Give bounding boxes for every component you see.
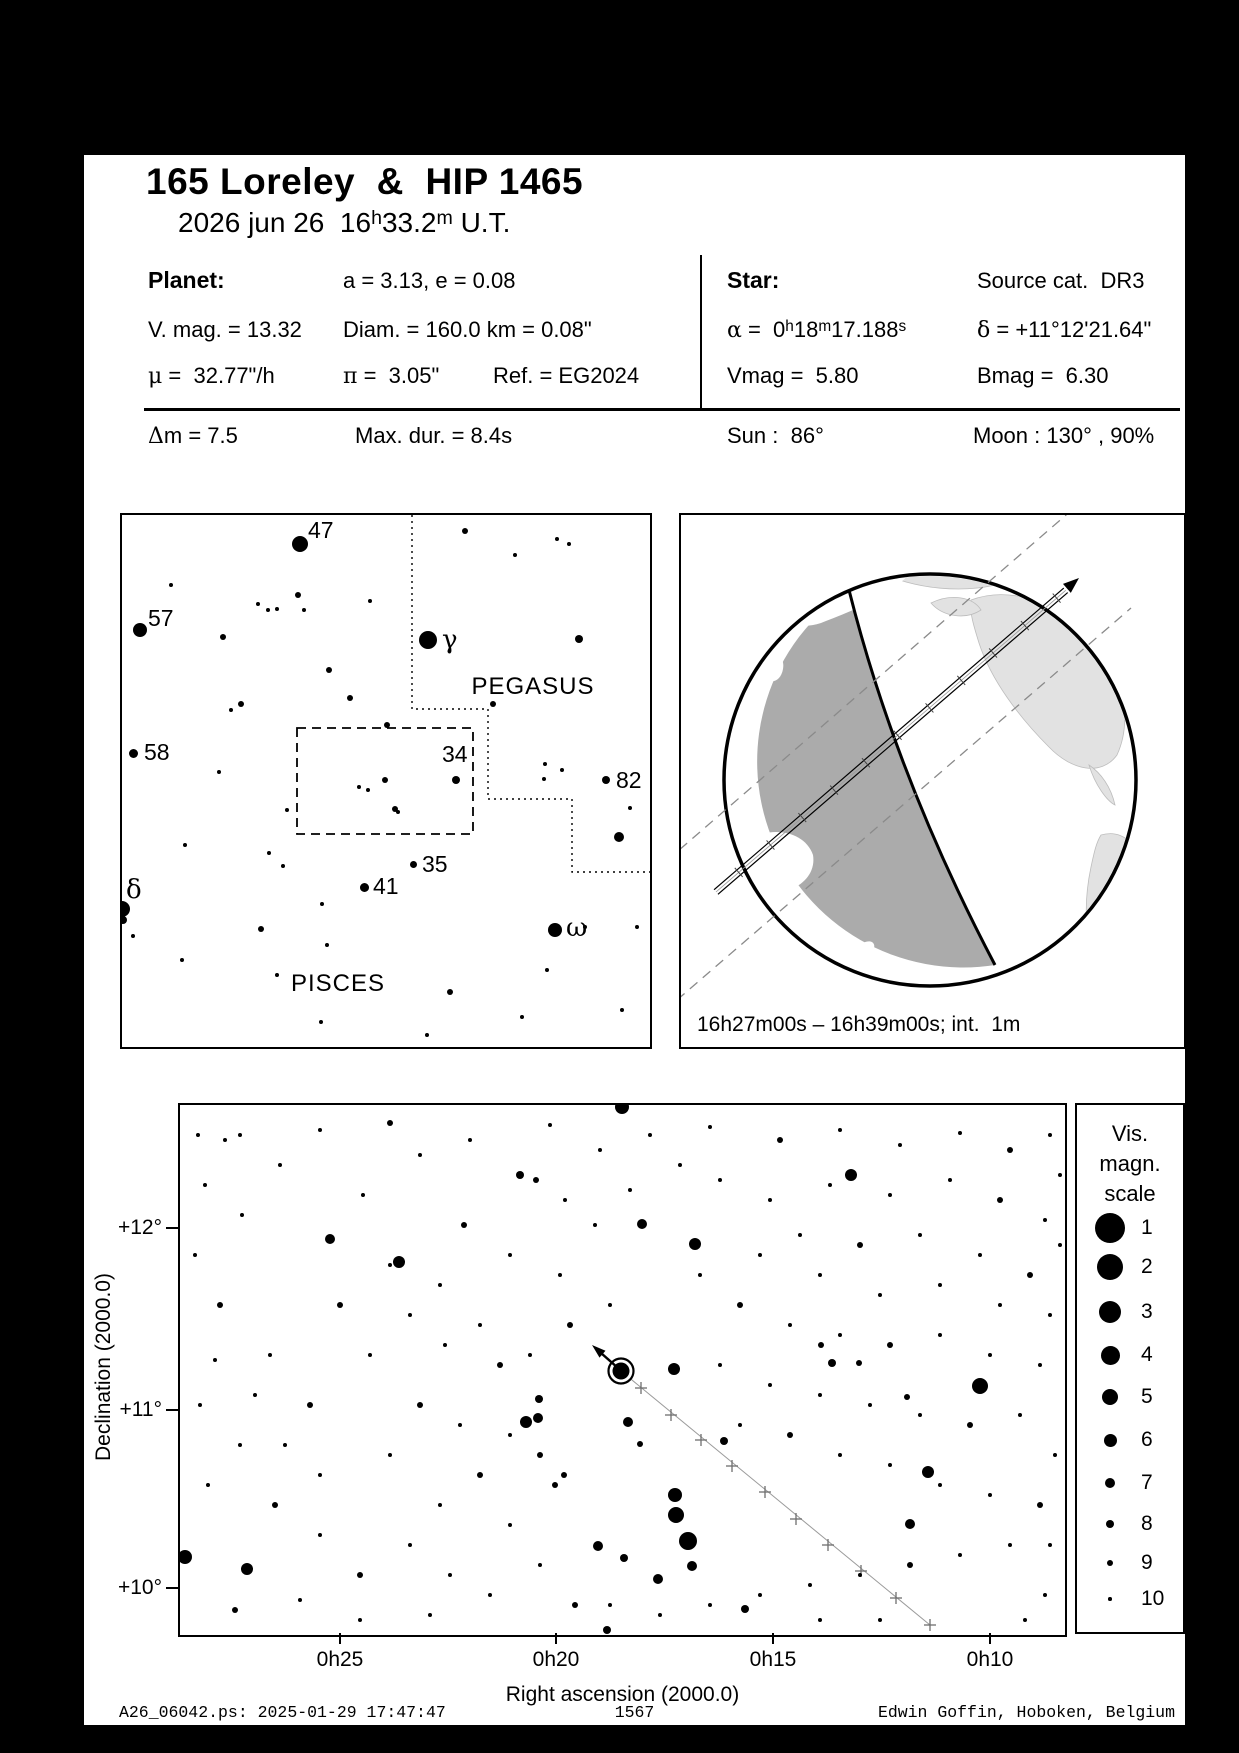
field-star [878, 1293, 882, 1297]
table-rule [144, 408, 1180, 411]
field-star [1043, 1593, 1047, 1597]
field-star [283, 1443, 287, 1447]
field-star [738, 1423, 742, 1427]
field-star [628, 1188, 632, 1192]
faint-star [275, 607, 279, 611]
page-title: 165 Loreley & HIP 1465 [146, 161, 584, 202]
field-star [538, 1563, 542, 1567]
field-star [318, 1473, 322, 1477]
faint-star [513, 553, 517, 557]
field-star [1018, 1413, 1022, 1417]
field-star [758, 1253, 762, 1257]
faint-star [628, 806, 632, 810]
field-star [558, 1273, 562, 1277]
faint-star [368, 599, 372, 603]
field-star [997, 1197, 1003, 1203]
field-star [213, 1358, 217, 1362]
labeled-star [452, 776, 460, 784]
field-star [537, 1452, 543, 1458]
field-star [818, 1393, 822, 1397]
faint-star [319, 1020, 323, 1024]
source-catalog: Source cat. DR3 [977, 268, 1145, 293]
field-star [468, 1138, 472, 1142]
field-star [253, 1393, 257, 1397]
field-star [838, 1453, 842, 1457]
field-star [337, 1302, 343, 1308]
legend-mag-dot [1097, 1254, 1123, 1280]
orbit-elements: a = 3.13, e = 0.08 [343, 268, 516, 293]
y-axis-title: Declination (2000.0) [92, 1273, 115, 1461]
field-star [325, 1234, 335, 1244]
field-star [548, 1123, 552, 1127]
field-star [196, 1133, 200, 1137]
field-star [206, 1483, 210, 1487]
field-star [679, 1532, 697, 1550]
faint-star [635, 925, 639, 929]
faint-star [396, 810, 400, 814]
field-star [768, 1383, 772, 1387]
field-star [508, 1253, 512, 1257]
field-star [418, 1153, 422, 1157]
star-label: 82 [616, 767, 642, 793]
field-star [918, 1413, 922, 1417]
field-star [1023, 1618, 1027, 1622]
legend-mag-dot [1102, 1389, 1118, 1405]
field-star [203, 1183, 207, 1187]
faint-star [620, 1008, 624, 1012]
faint-star [320, 902, 324, 906]
star-header: Star: [727, 267, 780, 293]
x-tick-label: 0h20 [532, 1648, 580, 1671]
star-label: 34 [442, 741, 468, 767]
field-star [240, 1213, 244, 1217]
faint-star [258, 926, 264, 932]
field-star [818, 1618, 822, 1622]
field-star [238, 1133, 242, 1137]
x-tick-label: 0h10 [966, 1648, 1014, 1671]
field-star [758, 1593, 762, 1597]
field-star [858, 1573, 862, 1577]
labeled-star [360, 883, 369, 892]
y-tick [166, 1227, 178, 1229]
legend-mag-value: 1 [1141, 1216, 1153, 1239]
faint-star [555, 537, 559, 541]
field-star [552, 1482, 558, 1488]
faint-star [295, 592, 301, 598]
faint-star [256, 602, 260, 606]
field-star [563, 1198, 567, 1202]
field-star [988, 1353, 992, 1357]
field-star [608, 1303, 612, 1307]
field-star [238, 1443, 242, 1447]
legend-mag-value: 10 [1141, 1587, 1165, 1610]
field-star [298, 1598, 302, 1602]
table-divider [700, 255, 702, 408]
star-vmag: Vmag = 5.80 [727, 363, 859, 388]
field-star [408, 1313, 412, 1317]
labeled-star [410, 861, 417, 868]
field-star [278, 1163, 282, 1167]
field-star [678, 1163, 682, 1167]
footer-author: Edwin Goffin, Hoboken, Belgium [877, 1703, 1175, 1722]
field-star [488, 1593, 492, 1597]
field-star [838, 1333, 842, 1337]
field-star [620, 1554, 628, 1562]
field-star [808, 1583, 812, 1587]
field-star [408, 1543, 412, 1547]
legend-mag-value: 4 [1141, 1343, 1153, 1366]
x-tick [989, 1633, 991, 1644]
finder-chart [120, 513, 652, 1049]
magnitude-legend [1075, 1103, 1185, 1634]
field-star [958, 1553, 962, 1557]
field-star [623, 1417, 633, 1427]
field-star [1048, 1543, 1052, 1547]
field-star [478, 1323, 482, 1327]
field-star [668, 1488, 682, 1502]
field-star [438, 1503, 442, 1507]
constellation-name: PEGASUS [471, 673, 595, 700]
max-duration: Max. dur. = 8.4s [355, 423, 513, 448]
field-star [458, 1423, 462, 1427]
field-star [718, 1178, 722, 1182]
track-time-caption: 16h27m00s – 16h39m00s; int. 1m [697, 1013, 1021, 1036]
y-tick [166, 1409, 178, 1411]
document-page [84, 155, 1185, 1725]
faint-star [462, 528, 468, 534]
field-star [508, 1433, 512, 1437]
legend-mag-dot [1108, 1597, 1112, 1601]
legend-mag-dot [1104, 1434, 1117, 1447]
field-star [318, 1533, 322, 1537]
faint-star [425, 1033, 429, 1037]
field-star [307, 1402, 313, 1408]
x-axis-title: Right ascension (2000.0) [505, 1683, 740, 1706]
legend-mag-value: 7 [1141, 1471, 1153, 1494]
y-tick-label: +10° [117, 1576, 162, 1599]
field-star [535, 1395, 543, 1403]
footer-filename: A26_06042.ps: 2025-01-29 17:47:47 [119, 1703, 446, 1722]
legend-mag-value: 5 [1141, 1385, 1153, 1408]
field-star [193, 1253, 197, 1257]
field-star [1058, 1173, 1062, 1177]
field-star [845, 1169, 857, 1181]
field-star [918, 1233, 922, 1237]
field-star [520, 1416, 532, 1428]
field-star [358, 1618, 362, 1622]
field-star [698, 1273, 702, 1277]
field-star [608, 1603, 612, 1607]
faint-star [384, 722, 390, 728]
legend-mag-value: 3 [1141, 1300, 1153, 1323]
field-star [387, 1120, 393, 1126]
faint-star [238, 701, 244, 707]
field-star [777, 1137, 783, 1143]
field-star [868, 1403, 872, 1407]
faint-star [325, 943, 329, 947]
star-ra: α = 0$^h$18$^m$17.188$^s$ [727, 317, 907, 343]
field-star [720, 1437, 728, 1445]
field-star [907, 1562, 913, 1568]
labeled-star [292, 536, 308, 552]
field-star [687, 1561, 697, 1571]
field-star [223, 1138, 227, 1142]
field-star [357, 1572, 363, 1578]
field-star [818, 1273, 822, 1277]
legend-mag-dot [1105, 1478, 1115, 1488]
field-star [178, 1550, 192, 1564]
field-star [898, 1143, 902, 1147]
globe-chart [679, 513, 1185, 1049]
y-tick-label: +11° [119, 1398, 162, 1421]
faint-star [229, 708, 233, 712]
faint-star [180, 958, 184, 962]
field-star [768, 1198, 772, 1202]
field-star [648, 1133, 652, 1137]
proper-motion: μ = 32.77"/h [148, 363, 275, 389]
field-star [788, 1323, 792, 1327]
faint-star [575, 635, 583, 643]
mag-drop: Δm = 7.5 [148, 423, 238, 449]
field-star [668, 1363, 680, 1375]
field-star [198, 1403, 202, 1407]
field-star [318, 1128, 322, 1132]
star-dec: δ = +11°12'21.64" [977, 317, 1152, 343]
field-star [1038, 1363, 1042, 1367]
field-star [393, 1256, 405, 1268]
field-star [497, 1362, 503, 1368]
field-star [798, 1233, 802, 1237]
field-star [741, 1605, 749, 1613]
detail-chart [178, 1103, 1067, 1637]
field-star [958, 1131, 962, 1135]
field-star [1037, 1502, 1043, 1508]
field-star [516, 1171, 524, 1179]
y-tick [166, 1587, 178, 1589]
field-star [1053, 1453, 1057, 1457]
field-star [388, 1453, 392, 1457]
field-star [1008, 1543, 1012, 1547]
field-star [887, 1342, 893, 1348]
field-star [878, 1618, 882, 1622]
legend-mag-value: 9 [1141, 1551, 1153, 1574]
faint-star [281, 864, 285, 868]
field-star [1007, 1147, 1013, 1153]
legend-mag-dot [1101, 1346, 1120, 1365]
reference: Ref. = EG2024 [493, 363, 640, 388]
field-star [477, 1472, 483, 1478]
field-star [1048, 1133, 1052, 1137]
field-star [528, 1353, 532, 1357]
faint-star [302, 608, 306, 612]
legend-title: Vis. magn. scale [1099, 1121, 1161, 1206]
legend-mag-value: 6 [1141, 1428, 1153, 1451]
field-star [561, 1472, 567, 1478]
parallax: π = 3.05" [343, 363, 440, 389]
field-star [637, 1219, 647, 1229]
faint-star [267, 851, 271, 855]
constellation-name: PISCES [290, 970, 386, 997]
field-star [972, 1378, 988, 1394]
labeled-star [602, 776, 610, 784]
field-star [905, 1519, 915, 1529]
faint-star [366, 788, 370, 792]
labeled-star [419, 631, 437, 649]
field-star [668, 1507, 684, 1523]
field-star [938, 1483, 942, 1487]
star-label: 47 [308, 517, 334, 543]
legend-mag-value: 2 [1141, 1255, 1153, 1278]
star-label: ω [566, 913, 588, 943]
field-star [428, 1613, 432, 1617]
faint-star [447, 989, 453, 995]
field-star [689, 1238, 701, 1250]
field-star [938, 1283, 942, 1287]
x-tick [555, 1633, 557, 1644]
faint-star [560, 768, 564, 772]
field-star [856, 1360, 862, 1366]
faint-star [347, 695, 353, 701]
star-label: 35 [422, 851, 448, 877]
field-star [603, 1626, 611, 1634]
field-star [828, 1183, 832, 1187]
star-label: 58 [144, 739, 170, 765]
field-star [241, 1563, 253, 1575]
field-star [1058, 1243, 1062, 1247]
field-star [598, 1148, 602, 1152]
star-label: γ [442, 625, 458, 655]
field-star [572, 1602, 578, 1608]
faint-star [542, 777, 546, 781]
star-bmag: Bmag = 6.30 [977, 363, 1109, 388]
legend-mag-dot [1106, 1520, 1114, 1528]
globe-graphic [681, 515, 1184, 1047]
faint-star [357, 785, 361, 789]
field-star [838, 1128, 842, 1132]
field-star [938, 1333, 942, 1337]
labeled-star [129, 749, 138, 758]
field-star [658, 1613, 662, 1617]
field-star [448, 1573, 452, 1577]
field-star [818, 1342, 824, 1348]
legend-mag-dot [1107, 1560, 1113, 1566]
field-star [593, 1223, 597, 1227]
faint-star [217, 770, 221, 774]
field-star [567, 1322, 573, 1328]
x-tick-label: 0h15 [749, 1648, 797, 1671]
field-star [533, 1177, 539, 1183]
field-star [508, 1523, 512, 1527]
sun-elongation: Sun : 86° [727, 423, 824, 448]
field-star [217, 1302, 223, 1308]
field-star [718, 1363, 722, 1367]
faint-star [266, 608, 270, 612]
footer-page-number: 1567 [614, 1703, 655, 1722]
field-star [443, 1343, 447, 1347]
field-star [708, 1125, 712, 1129]
field-star [268, 1353, 272, 1357]
field-star [368, 1353, 372, 1357]
faint-star [285, 808, 289, 812]
x-tick [339, 1633, 341, 1644]
field-star [922, 1466, 934, 1478]
field-star [232, 1607, 238, 1613]
field-star [637, 1441, 643, 1447]
field-star [998, 1303, 1002, 1307]
field-star [417, 1402, 423, 1408]
faint-star [520, 1015, 524, 1019]
moon-elongation: Moon : 130° , 90% [973, 423, 1155, 448]
planet-vmag: V. mag. = 13.32 [148, 317, 302, 342]
legend-mag-dot [1095, 1213, 1125, 1243]
faint-star [326, 667, 332, 673]
field-star [904, 1394, 910, 1400]
faint-star [490, 701, 496, 707]
field-star [988, 1493, 992, 1497]
faint-star [169, 583, 173, 587]
field-star [828, 1359, 836, 1367]
field-star [857, 1242, 863, 1248]
field-star [438, 1283, 442, 1287]
field-star [1043, 1218, 1047, 1222]
field-star [888, 1463, 892, 1467]
field-star [978, 1253, 982, 1257]
field-star [272, 1502, 278, 1508]
field-star [787, 1432, 793, 1438]
field-star [461, 1222, 467, 1228]
faint-star [382, 777, 388, 783]
faint-star [543, 762, 547, 766]
field-star [533, 1413, 543, 1423]
field-star [388, 1263, 392, 1267]
star-label: 41 [373, 873, 399, 899]
faint-star [183, 843, 187, 847]
faint-star [567, 542, 571, 546]
field-star [888, 1193, 892, 1197]
x-tick-label: 0h25 [316, 1648, 364, 1671]
star-label: 57 [148, 605, 174, 631]
faint-star [275, 973, 279, 977]
labeled-star [133, 623, 147, 637]
labeled-star [548, 923, 562, 937]
field-star [653, 1574, 663, 1584]
star-label: δ [126, 875, 142, 905]
field-star [1027, 1272, 1033, 1278]
y-tick-label: +12° [117, 1216, 162, 1239]
event-datetime: 2026 jun 26 16$^h$33.2$^m$ U.T. [178, 206, 511, 238]
faint-star [220, 634, 226, 640]
field-star [593, 1541, 603, 1551]
field-star [737, 1302, 743, 1308]
field-star [1048, 1313, 1052, 1317]
faint-star [614, 832, 624, 842]
faint-star [131, 934, 135, 938]
legend-mag-value: 8 [1141, 1512, 1153, 1535]
field-star [967, 1422, 973, 1428]
faint-star [545, 968, 549, 972]
field-star [708, 1603, 712, 1607]
x-tick [772, 1633, 774, 1644]
field-star [948, 1178, 952, 1182]
planet-diameter: Diam. = 160.0 km = 0.08" [343, 317, 592, 342]
legend-mag-dot [1099, 1301, 1121, 1323]
field-star [361, 1193, 365, 1197]
planet-header: Planet: [148, 267, 225, 293]
